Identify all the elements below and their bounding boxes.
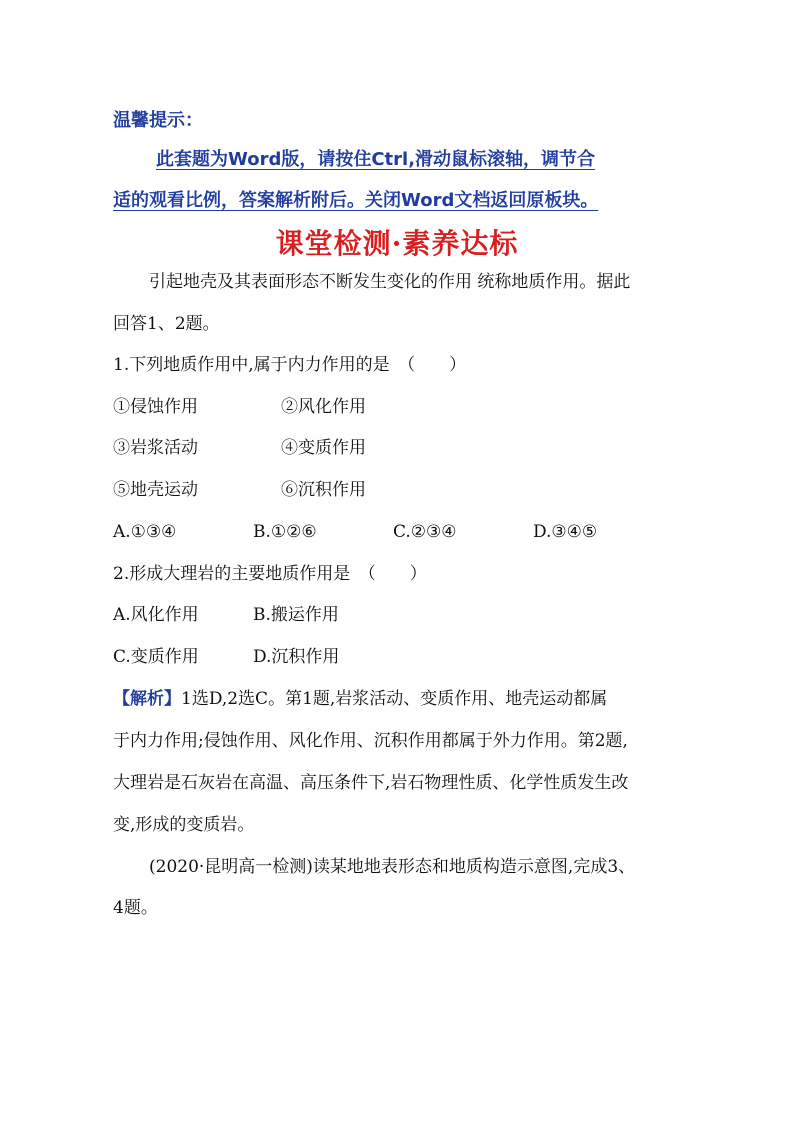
q1-stem: 1.下列地质作用中,属于内力作用的是 （ ） — [113, 355, 467, 375]
q1-choice-a: A.①③④ — [113, 522, 177, 542]
analysis-label: 【解析】 — [113, 689, 181, 709]
q1-choice-c: C.②③④ — [393, 522, 457, 542]
q1-item-5: ⑤地壳运动 — [113, 480, 198, 500]
tip-line-2: 适的观看比例，答案解析附后。关闭Word文档返回原板块。 — [113, 190, 599, 211]
q2-choice-c: C.变质作用 — [113, 647, 199, 667]
q1-item-2: ②风化作用 — [281, 397, 366, 417]
q1-item-6: ⑥沉积作用 — [281, 480, 366, 500]
q1-item-3: ③岩浆活动 — [113, 438, 198, 458]
analysis-text-1: 1选D,2选C。第1题,岩浆活动、变质作用、地壳运动都属 — [181, 689, 608, 709]
intro-line-2: 回答1、2题。 — [113, 314, 220, 334]
analysis-line-2: 于内力作用;侵蚀作用、风化作用、沉积作用都属于外力作用。第2题, — [113, 731, 628, 751]
next-line-1: (2020·昆明高一检测)读某地地表形态和地质构造示意图,完成3、 — [149, 857, 636, 877]
q2-stem: 2.形成大理岩的主要地质作用是 （ ） — [113, 564, 427, 584]
q1-item-4: ④变质作用 — [281, 438, 366, 458]
q1-item-1: ①侵蚀作用 — [113, 397, 198, 417]
analysis-line-4: 变,形成的变质岩。 — [113, 815, 255, 835]
tip-title: 温馨提示： — [113, 110, 203, 131]
section-title: 课堂检测·素养达标 — [275, 227, 519, 260]
q2-choice-d: D.沉积作用 — [253, 647, 340, 667]
next-line-2: 4题。 — [113, 898, 158, 918]
analysis-line-1 — [113, 689, 607, 709]
q1-choice-b: B.①②⑥ — [253, 522, 317, 542]
q2-choice-a: A.风化作用 — [113, 605, 199, 625]
tip-line-1: 此套题为Word版，请按住Ctrl,滑动鼠标滚轴，调节合 — [156, 149, 596, 170]
intro-line-1: 引起地壳及其表面形态不断发生变化的作用 统称地质作用。据此 — [149, 272, 631, 292]
analysis-line-3: 大理岩是石灰岩在高温、高压条件下,岩石物理性质、化学性质发生改 — [113, 773, 629, 793]
q1-choice-d: D.③④⑤ — [533, 522, 598, 542]
q2-choice-b: B.搬运作用 — [253, 605, 339, 625]
